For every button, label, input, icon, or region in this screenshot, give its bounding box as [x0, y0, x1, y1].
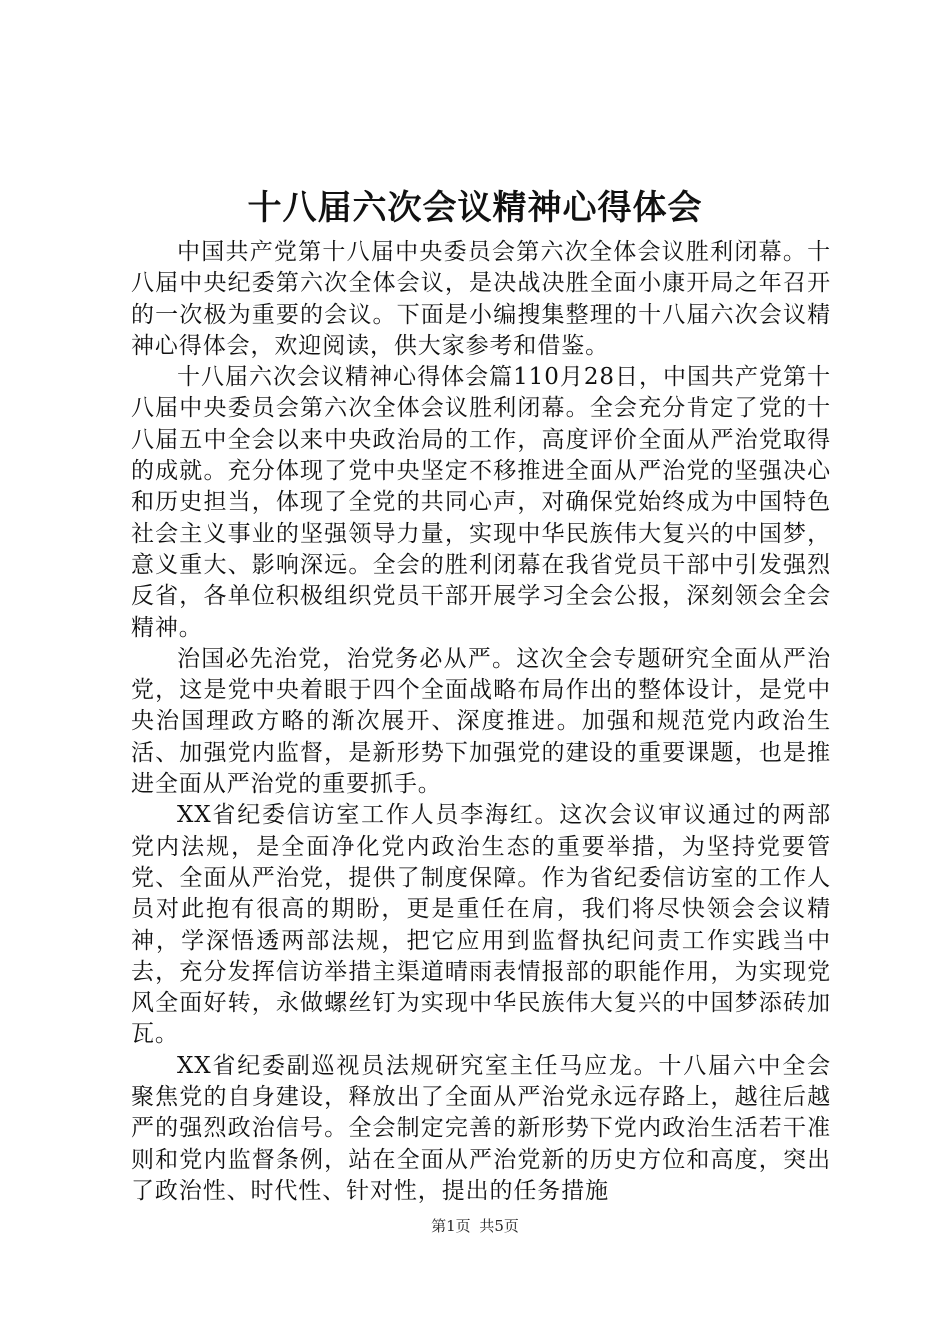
paragraph-article-1: 十八届六次会议精神心得体会篇110月28日，中国共产党第十八届中央委员会第六次全体会议胜利闭幕。全会充分肯定了党的十八届五中全会以来中央政治局的工作，高度评价全面从严治党取得的成就。充分体现了党中央坚定不移推进全面从严治党的坚强决心和历史担当，体现了全党的共同心声，对确保党始终成为中国特色社会主义事业的坚强领导力量，实现中华民族伟大复兴的中国梦，意义重大、影响深远。全会的胜利闭幕在我省党员干部中引发强烈反省，各单位积极组织党员干部开展学习全会公报，深刻领会全会精神。 — [131, 364, 831, 641]
paragraph-petition-office: XX省纪委信访室工作人员李海红。这次会议审议通过的两部党内法规，是全面净化党内政治生态的重要举措，为坚持党要管党、全面从严治党，提供了制度保障。作为省纪委信访室的工作人员对此抱有很高的期盼，更是重任在肩，我们将尽快领会会议精神，学深悟透两部法规，把它应用到监督执纪问责工作实践当中去，充分发挥信访举措主渠道晴雨表情报部的职能作用，为实现党风全面好转，永做螺丝钉为实现中华民族伟大复兴的中国梦添砖加瓦。 — [131, 802, 831, 1048]
document-body — [131, 237, 831, 1207]
page-number: 第1页 — [431, 1217, 471, 1235]
paragraph-intro: 中国共产党第十八届中央委员会第六次全体会议胜利闭幕。十八届中央纪委第六次全体会议，是决战决胜全面小康开局之年召开的一次极为重要的会议。下面是小编搜集整理的十八届六次会议精神心得体会，欢迎阅读，供大家参考和借鉴。 — [131, 239, 831, 359]
paragraph-regulation-office: XX省纪委副巡视员法规研究室主任马应龙。十八届六中全会聚焦党的自身建设，释放出了全面从严治党永远存路上，越往后越严的强烈政治信号。全会制定完善的新形势下党内政治生活若干准则和党内监督条例，站在全面从严治党新的历史方位和高度，突出了政治性、时代性、针对性，提出的任务措施 — [131, 1052, 831, 1204]
paragraph-strict-governance: 治国必先治党，治党务必从严。这次全会专题研究全面从严治党，这是党中央着眼于四个全面战略布局作出的整体设计，是党中央治国理政方略的渐次展开、深度推进。加强和规范党内政治生活、加强党内监督，是新形势下加强党的建设的重要课题，也是推进全面从严治党的重要抓手。 — [131, 645, 831, 798]
page-footer — [0, 1216, 950, 1236]
document-title: 十八届六次会议精神心得体会 — [247, 188, 703, 228]
page-total: 共5页 — [479, 1217, 519, 1235]
